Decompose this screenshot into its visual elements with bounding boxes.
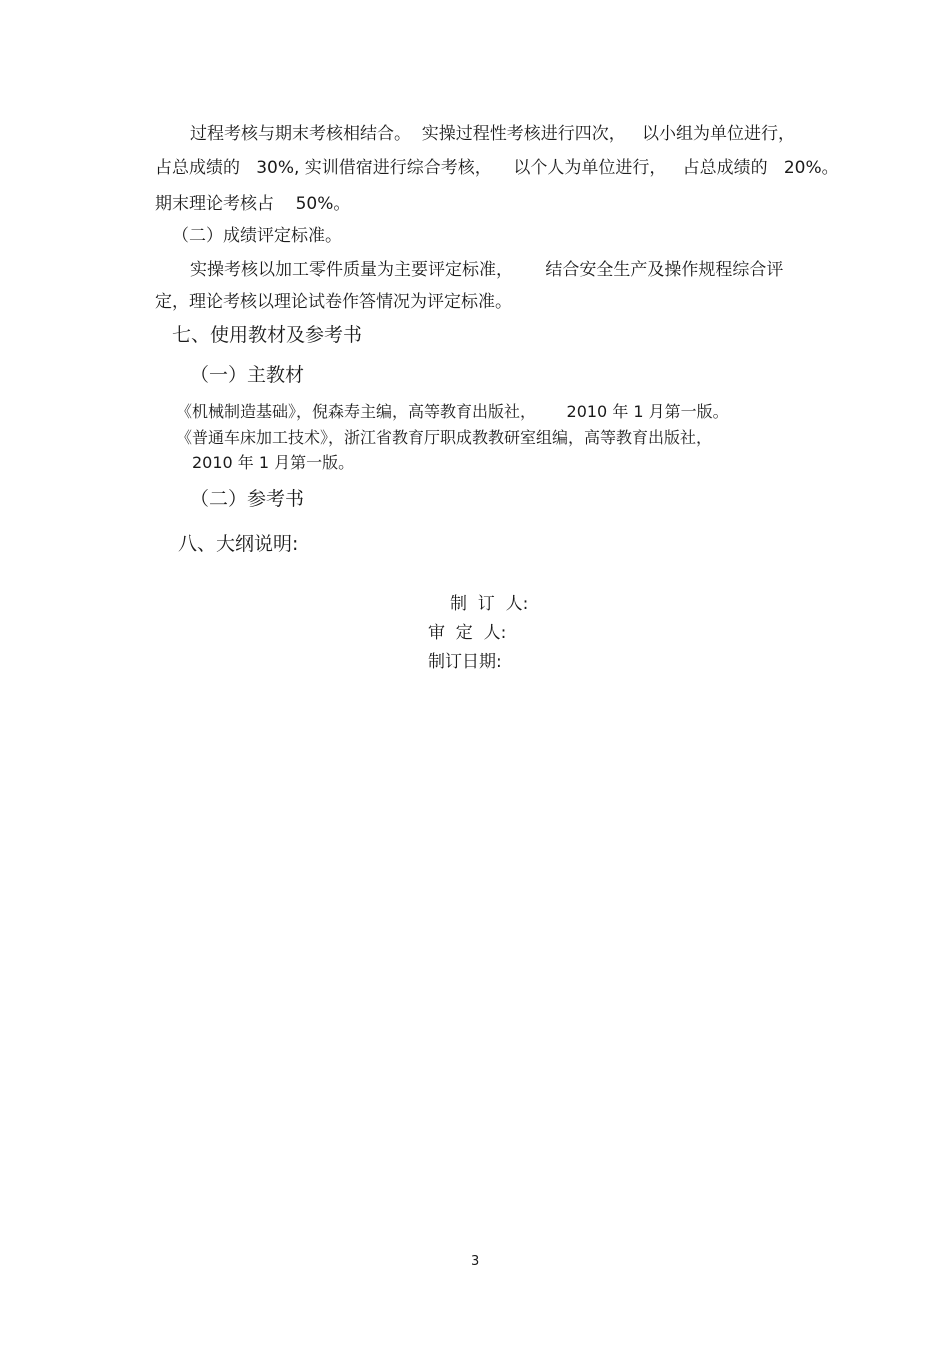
- signature-date-label: 制订日期:: [428, 652, 502, 672]
- page-number: 3: [471, 1254, 480, 1269]
- signature-reviewer-label: 审 定 人:: [428, 623, 507, 643]
- criteria-heading: （二）成绩评定标准。: [172, 226, 342, 246]
- main-textbook-heading: （一）主教材: [190, 364, 305, 386]
- criteria-paragraph-line-2: 定，理论考核以理论试卷作答情况为评定标准。: [155, 292, 512, 312]
- criteria-paragraph-line-1: 实操考核以加工零件质量为主要评定标准， 结合安全生产及操作规程综合评: [190, 260, 784, 280]
- section-heading-outline: 八、大纲说明:: [178, 533, 299, 555]
- assessment-paragraph-line-3: 期末理论考核占 50%。: [155, 194, 351, 214]
- textbook-entry-1: 《机械制造基础》，倪森寿主编，高等教育出版社， 2010 年 1 月第一版。: [176, 402, 729, 421]
- reference-books-heading: （二）参考书: [190, 488, 305, 510]
- signature-author-label: 制 订 人:: [450, 594, 529, 614]
- textbook-entry-2-line-1: 《普通车床加工技术》，浙江省教育厅职成教教研室组编，高等教育出版社，: [176, 428, 713, 447]
- assessment-paragraph-line-1: 过程考核与期末考核相结合。 实操过程性考核进行四次， 以小组为单位进行，: [190, 124, 796, 144]
- section-heading-textbooks: 七、使用教材及参考书: [172, 324, 363, 346]
- assessment-paragraph-line-2: 占总成绩的 30%, 实训借宿进行综合考核， 以个人为单位进行， 占总成绩的 20%。: [155, 158, 839, 178]
- textbook-entry-2-line-2: 2010 年 1 月第一版。: [192, 453, 355, 472]
